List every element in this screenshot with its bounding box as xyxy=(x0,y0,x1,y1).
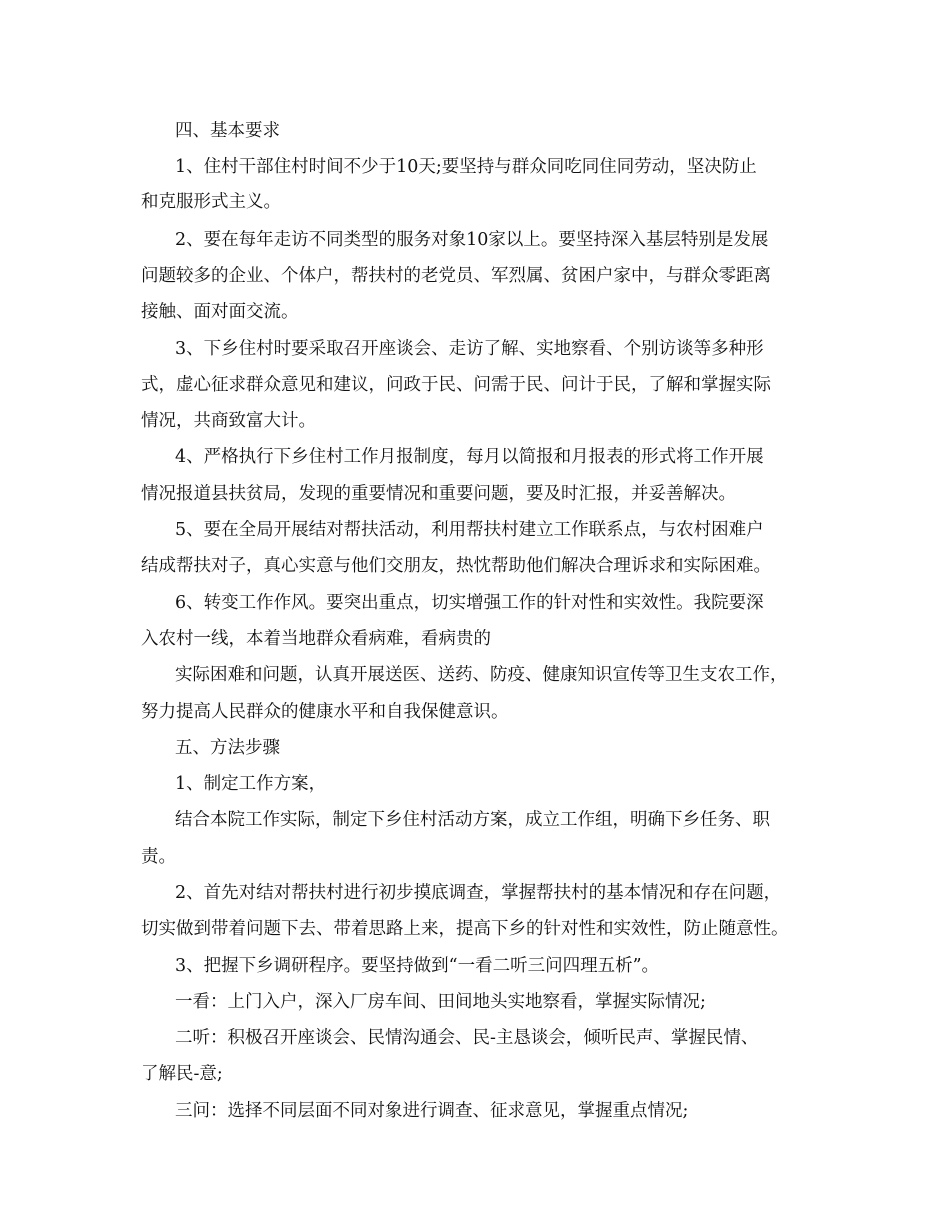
paragraph-line: 4、严格执行下乡住村工作月报制度，每月以简报和月报表的形式将工作开展 xyxy=(175,447,764,467)
paragraph-line: 责。 xyxy=(141,847,176,867)
paragraph-line: 一看：上门入户，深入厂房车间、田间地头实地察看，掌握实际情况; xyxy=(175,992,706,1012)
paragraph-line: 结成帮扶对子，真心实意与他们交朋友，热忱帮助他们解决合理诉求和实际困难。 xyxy=(141,556,771,576)
paragraph-line: 入农村一线，本着当地群众看病难，看病贵的 xyxy=(141,629,491,649)
paragraph-line: 努力提高人民群众的健康水平和自我保健意识。 xyxy=(141,702,509,722)
paragraph-line: 2、要在每年走访不同类型的服务对象10家以上。要坚持深入基层特别是发展 xyxy=(175,230,769,250)
paragraph-line: 3、把握下乡调研程序。要坚持做到“一看二听三问四理五析”。 xyxy=(175,956,660,976)
section-heading-basic-requirements: 四、基本要求 xyxy=(175,121,280,141)
paragraph-line: 结合本院工作实际，制定下乡住村活动方案，成立工作组，明确下乡任务、职 xyxy=(175,810,770,830)
section-heading-method-steps: 五、方法步骤 xyxy=(175,738,280,758)
paragraph-line: 实际困难和问题，认真开展送医、送药、防疫、健康知识宣传等卫生支农工作， xyxy=(175,665,788,685)
paragraph-line: 1、住村干部住村时间不少于10天;要坚持与群众同吃同住同劳动，坚决防止 xyxy=(175,157,757,177)
paragraph-line: 式，虚心征求群众意见和建议，问政于民、问需于民、问计于民，了解和掌握实际 xyxy=(141,375,771,395)
paragraph-line: 1、制定工作方案， xyxy=(175,774,327,794)
paragraph-line: 三问：选择不同层面不同对象进行调查、征求意见，掌握重点情况; xyxy=(175,1101,689,1121)
paragraph-line: 切实做到带着问题下去、带着思路上来，提高下乡的针对性和实效性，防止随意性。 xyxy=(141,919,789,939)
paragraph-line: 了解民-意; xyxy=(141,1064,223,1084)
paragraph-line: 接触、面对面交流。 xyxy=(141,302,299,322)
paragraph-line: 5、要在全局开展结对帮扶活动，利用帮扶村建立工作联系点，与农村困难户 xyxy=(175,520,764,540)
paragraph-line: 3、下乡住村时要采取召开座谈会、走访了解、实地察看、个别访谈等多种形 xyxy=(175,339,764,359)
paragraph-line: 和克服形式主义。 xyxy=(141,192,281,212)
paragraph-line: 2、首先对结对帮扶村进行初步摸底调查，掌握帮扶村的基本情况和存在问题， xyxy=(175,883,782,903)
paragraph-line: 问题较多的企业、个体户，帮扶村的老党员、军烈属、贫困户家中，与群众零距离 xyxy=(141,266,771,286)
paragraph-line: 6、转变工作作风。要突出重点，切实增强工作的针对性和实效性。我院要深 xyxy=(175,593,764,613)
paragraph-line: 情况，共商致富大计。 xyxy=(141,411,316,431)
paragraph-line: 情况报道县扶贫局，发现的重要情况和重要问题，要及时汇报，并妥善解决。 xyxy=(141,484,736,504)
paragraph-line: 二听：积极召开座谈会、民情沟通会、民-主恳谈会，倾听民声、掌握民情、 xyxy=(175,1028,759,1048)
